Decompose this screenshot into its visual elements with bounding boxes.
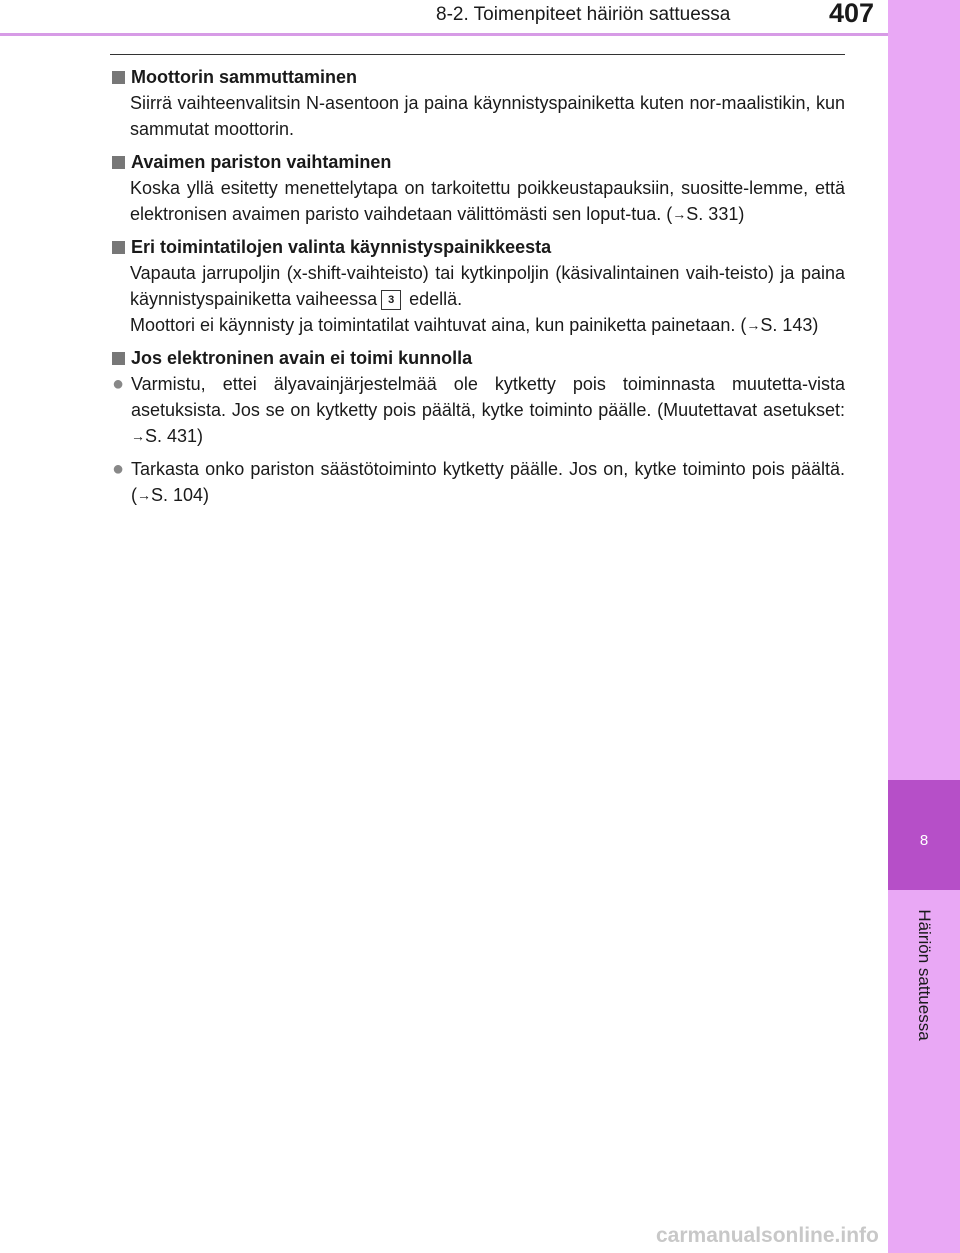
section-heading: Jos elektroninen avain ei toimi kunnolla [131, 348, 473, 368]
list-item: ● Varmistu, ettei älyavainjärjestelmää ole kytketty pois toiminnasta muutetta-vista asetuksista. Jos se on kytketty pois päältä, kytke toiminto päälle. (Muutettavat asetukset: →S. 431) [111, 371, 845, 449]
circle-bullet-icon: ● [112, 373, 125, 395]
running-header: 8-2. Toimenpiteet häiriön sattuessa [436, 4, 731, 25]
chapter-number-box [888, 780, 960, 890]
square-bullet-icon [112, 352, 125, 365]
section-body: Siirrä vaihteenvalitsin N-asentoon ja paina käynnistyspainiketta kuten nor-maalistikin, kun sammutat moottorin. [130, 93, 845, 139]
header-rule [0, 33, 888, 36]
arrow-right-icon: → [137, 487, 151, 503]
page-reference[interactable]: S. 331) [686, 204, 745, 224]
section-mode-selection [111, 234, 845, 338]
chapter-number: 8 [919, 832, 929, 849]
section-heading: Eri toimintatilojen valinta käynnistyspainikkeesta [131, 237, 552, 257]
section-body: Vapauta jarrupoljin (x-shift-vaihteisto) tai kytkinpoljin (käsivalintainen vaih-teisto) ja paina käynnistyspainiketta vaiheessa 3 edellä. Moottori ei käynnisty ja toimintatilat vaihtuvat aina, kun painiketta painetaan. (→S. 143) [130, 263, 845, 335]
chapter-side-tab [888, 0, 960, 1253]
arrow-right-icon: → [672, 206, 687, 222]
page-number: 407 [829, 0, 875, 28]
section-body: Koska yllä esitetty menettelytapa on tarkoitettu poikkeustapauksiin, suositte-lemme, että elektronisen avaimen paristo vaihdetaan välittömästi sen loput-tua. (→S. 331) [130, 178, 845, 224]
page-reference[interactable]: S. 104) [151, 485, 210, 505]
page-content [111, 64, 845, 515]
section-key-malfunction [111, 345, 845, 508]
content-top-rule [110, 54, 845, 55]
list-item: ● Tarkasta onko pariston säästötoiminto kytketty päälle. Jos on, kytke toiminto pois päältä. (→S. 104) [111, 456, 845, 508]
chapter-tab-label: Häiriön sattuessa [915, 909, 934, 1041]
section-engine-stop [111, 64, 845, 142]
step-number-box: 3 [381, 290, 401, 310]
arrow-right-icon: → [131, 428, 145, 444]
page-reference[interactable]: S. 143) [760, 315, 819, 335]
circle-bullet-icon: ● [112, 458, 125, 480]
section-heading: Moottorin sammuttaminen [131, 67, 358, 87]
page-reference[interactable]: S. 431) [145, 426, 204, 446]
section-heading: Avaimen pariston vaihtaminen [131, 152, 392, 172]
square-bullet-icon [112, 156, 125, 169]
arrow-right-icon: → [746, 317, 761, 333]
square-bullet-icon [112, 71, 125, 84]
watermark: carmanualsonline.info [656, 1224, 879, 1247]
square-bullet-icon [112, 241, 125, 254]
section-battery-replacement [111, 149, 845, 227]
